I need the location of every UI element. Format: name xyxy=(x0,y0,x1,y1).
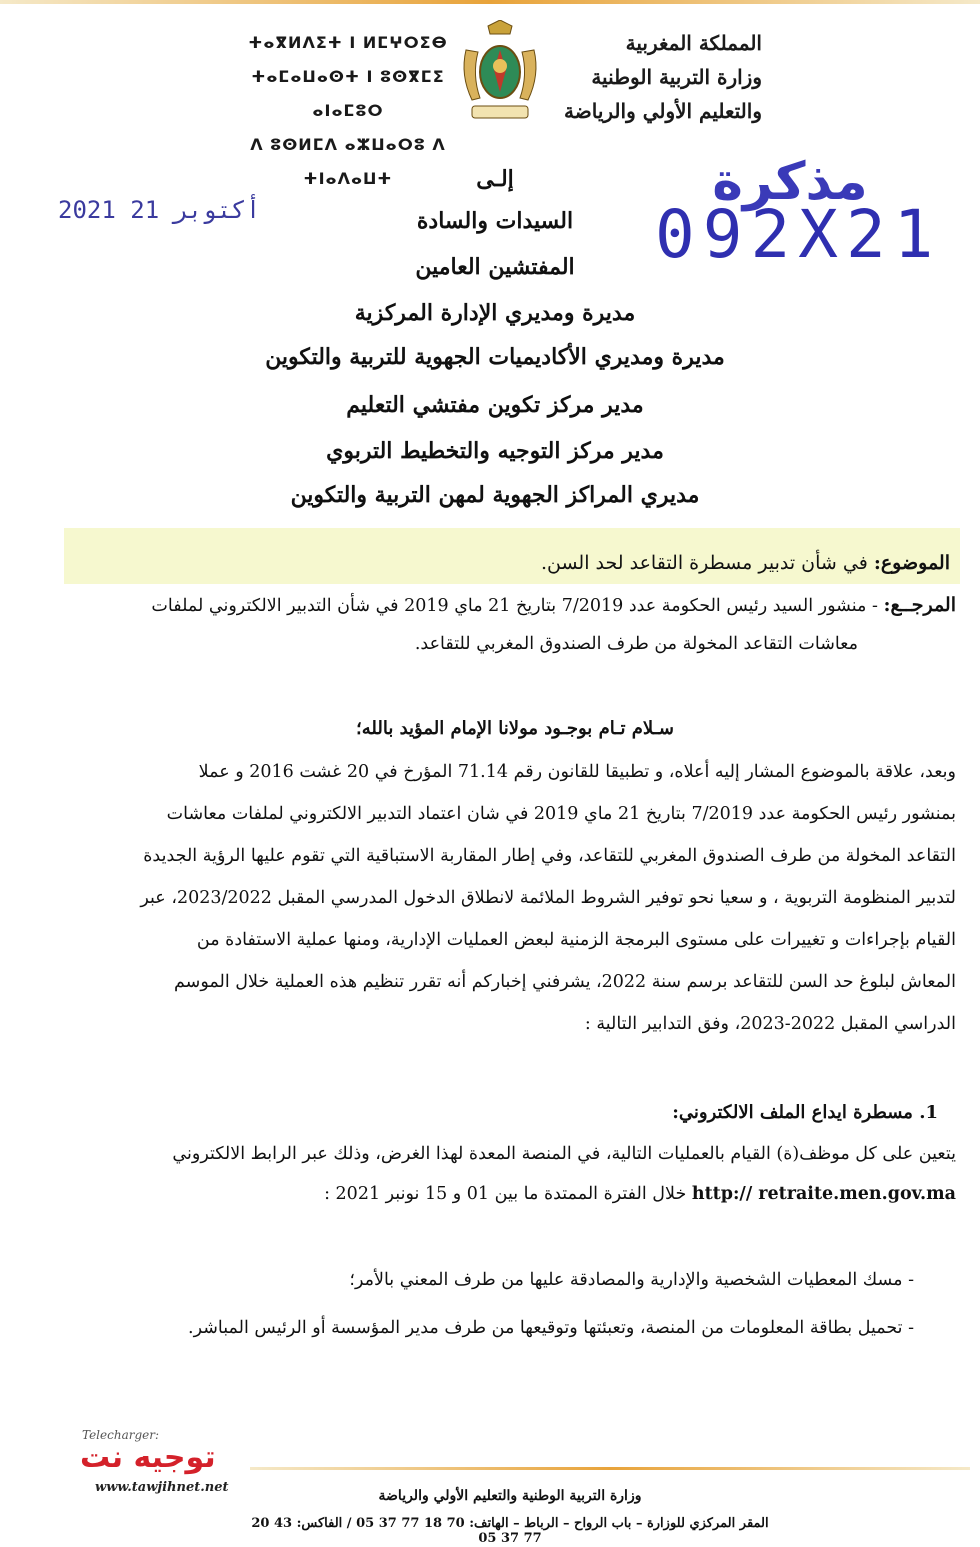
subject-label: الموضوع: xyxy=(873,552,950,574)
ministry-line: المملكة المغربية xyxy=(625,31,762,55)
ministry-line: وزارة التربية الوطنية xyxy=(591,65,762,89)
ministry-line: والتعليم الأولي والرياضة xyxy=(564,99,762,123)
ministry-line: ⵜⴰⴳⵍⴷⵉⵜ ⵏ ⵍⵎⵖⵔⵉⴱ xyxy=(248,33,448,52)
retraite-platform-link[interactable]: http:// retraite.men.gov.ma xyxy=(691,1184,956,1204)
recipient-line: مدير مركز التوجيه والتخطيط التربوي xyxy=(326,438,664,464)
subject-text: في شأن تدبير مسطرة التقاعد لحد السن. xyxy=(540,552,868,574)
section-1-link-line xyxy=(324,1184,956,1204)
subject-line xyxy=(541,552,950,574)
bullet-item: - تحميل بطاقة المعلومات من المنصة، وتعبئتها وتوقيعها من طرف مدير المؤسسة أو الرئيس المباشر. xyxy=(188,1318,914,1338)
ministry-name-arabic xyxy=(512,26,762,128)
recipient-line: السيدات والسادة xyxy=(416,208,574,234)
coat-of-arms-emblem xyxy=(458,20,542,130)
reference-line-2: معاشات التقاعد المخولة من طرف الصندوق المغربي للتقاعد. xyxy=(414,634,858,654)
body-line: لتدبير المنظومة التربوية ، و سعيا نحو توفير الشروط الملائمة لانطلاق الدخول المدرسي المقبل 2023/2022، عبر xyxy=(140,888,956,908)
salutation: سـلام تـام بوجـود مولانا الإمام المؤيد بالله؛ xyxy=(356,718,674,739)
body-line: بمنشور رئيس الحكومة عدد 7/2019 بتاريخ 21 ماي 2019 في شان اعتماد التدبير الالكتروني لملفات معاشات xyxy=(166,804,956,824)
recipient-to: إلـى xyxy=(476,166,514,192)
recipient-line: مدير مركز تكوين مفتشي التعليم xyxy=(346,392,644,418)
section-1-line: يتعين على كل موظف(ة) القيام بالعمليات التالية، في المنصة المعدة لهذا الغرض، وذلك عبر الرابط الالكتروني xyxy=(172,1144,956,1164)
reference-line-1 xyxy=(151,594,956,616)
body-line: التقاعد المخولة من طرف الصندوق المغربي للتقاعد، وفي إطار المقاربة الاستباقية التي تقوم عليها الرؤية الجديدة xyxy=(143,846,956,866)
section-1-period-text: خلال الفترة الممتدة ما بين 01 و 15 نونبر 2021 : xyxy=(324,1184,687,1204)
memo-date: 2021 أكتوبر 21 xyxy=(58,196,261,224)
body-line: القيام بإجراءات و تغييرات على مستوى البرمجة الزمنية لبعض العمليات الإدارية، ومنها عملية الاستفادة من xyxy=(196,930,956,950)
memo-stamp-number: 092X21 xyxy=(655,196,942,273)
reference-text: - منشور السيد رئيس الحكومة عدد 7/2019 بتاريخ 21 ماي 2019 في شأن التدبير الالكتروني لملفات xyxy=(151,596,878,616)
recipient-line: المفتشين العامين xyxy=(415,254,575,280)
recipient-line: مديري المراكز الجهوية لمهن التربية والتكوين xyxy=(290,482,700,508)
body-line: وبعد، علاقة بالموضوع المشار إليه أعلاه، و تطبيقا للقانون رقم 71.14 المؤرخ في 20 غشت 2016 و عملا xyxy=(198,762,956,782)
recipient-line: مديرة ومديري الإدارة المركزية xyxy=(354,300,636,326)
memo-stamp-word: مذكرة xyxy=(712,152,868,212)
bullet-item: - مسك المعطيات الشخصية والإدارية والمصادقة عليها من طرف المعني بالأمر؛ xyxy=(349,1270,914,1290)
ministry-line: ⵜⴰⵎⴰⵡⴰⵙⵜ ⵏ ⵓⵙⴳⵎⵉ ⴰⵏⴰⵎⵓⵔ xyxy=(251,67,445,120)
section-1-heading: 1. مسطرة ايداع الملف الالكتروني: xyxy=(672,1102,938,1123)
footer-address: المقر المركزي للوزارة – باب الرواح – الرباط – الهاتف: 70 18 77 37 05 / الفاكس: 43 20 77 37 05 xyxy=(251,1516,769,1546)
ministry-line: ⴷ ⵓⵙⵍⵎⴷ ⴰⵣⵡⴰⵔⵓ ⴷ ⵜⵏⴰⴷⴰⵡⵜ xyxy=(250,135,446,188)
footer-ministry: وزارة التربية الوطنية والتعليم الأولي والرياضة xyxy=(378,1488,642,1504)
watermark-caption: Telecharger: xyxy=(82,1428,160,1442)
watermark-url[interactable]: www.tawjihnet.net xyxy=(95,1480,229,1495)
watermark-brand-logo: توجيه نت xyxy=(80,1440,216,1475)
body-line: المعاش لبلوغ حد السن للتقاعد برسم سنة 2022، يشرفني إخباركم أنه تقرر تنظيم هذه العملية خلال الموسم xyxy=(174,972,956,992)
top-decorative-rule xyxy=(0,0,980,4)
footer-decorative-rule xyxy=(250,1467,970,1470)
recipient-line: مديرة ومديري الأكاديميات الجهوية للتربية والتكوين xyxy=(265,344,725,370)
coat-of-arms-icon xyxy=(458,20,542,130)
reference-label: المرجــع: xyxy=(883,594,956,616)
body-line: الدراسي المقبل 2022-2023، وفق التدابير التالية : xyxy=(584,1014,956,1034)
